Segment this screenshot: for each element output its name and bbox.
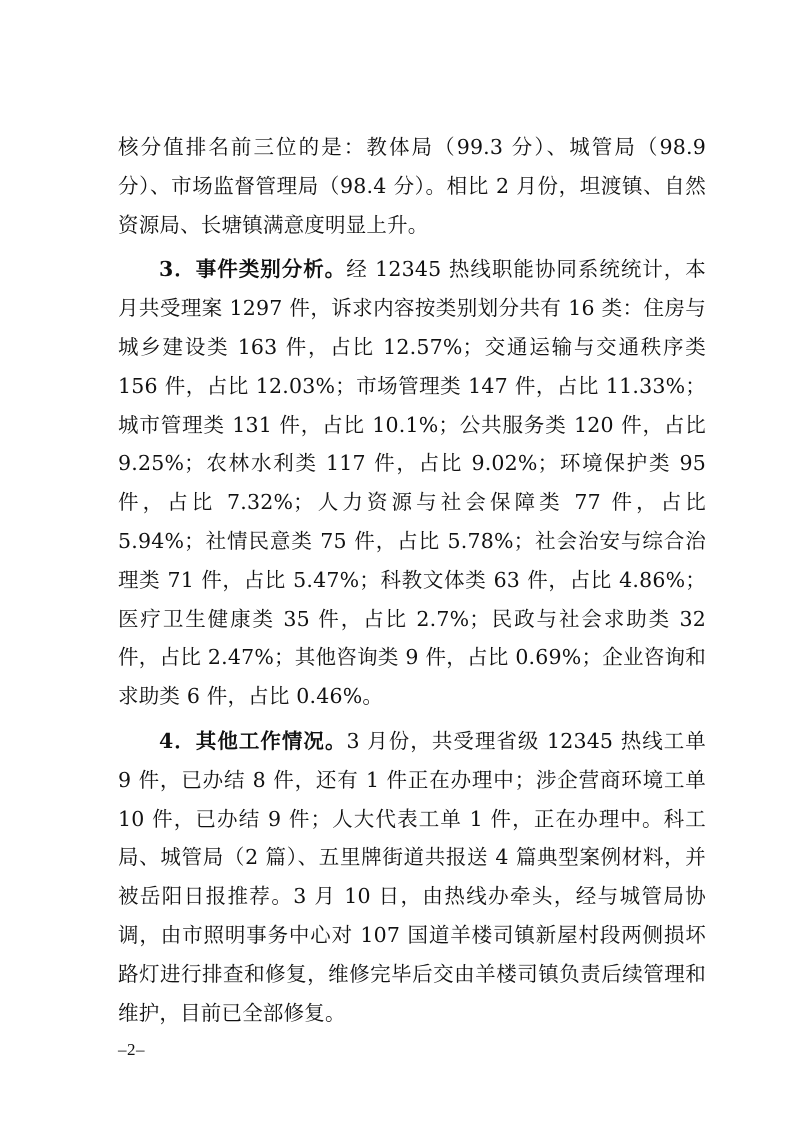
paragraph-text: 经 12345 热线职能协同系统统计，本月共受理案 1297 件，诉求内容按类别划分共有 16 类：住房与城乡建设类 163 件，占比 12.57%；交通运输与交通秩序类 156 件，占比 12.03%；市场管理类 147 件，占比 11.33%；城市管理类 131 件，占比 10.1%；公共服务类 120 件，占比 9.25%；农林水利类 117 件，占比 9.02%；环境保护类 95 件，占比 7.32%；人力资源与社会保障类 77 件，占比 5.94%；社情民意类 75 件，占比 5.78%；社会治安与综合治理类 71 件，占比 5.47%；科教文体类 63 件，占比 4.86%；医疗卫生健康类 35 件，占比 2.7%；民政与社会求助类 32 件，占比 2.47%；其他咨询类 9 件，占比 0.69%；企业咨询和求助类 6 件，占比 0.46%。 bbox=[118, 257, 706, 709]
paragraph-text: 核分值排名前三位的是：教体局（99.3 分）、城管局（98.9 分）、市场监督管理局（98.4 分）。相比 2 月份，坦渡镇、自然资源局、长塘镇满意度明显上升。 bbox=[118, 135, 706, 237]
page-number: –2– bbox=[118, 1040, 145, 1059]
paragraph-ranking-continuation bbox=[118, 128, 706, 244]
paragraph-event-category-analysis bbox=[118, 250, 706, 716]
section-heading-event-category: 3．事件类别分析。 bbox=[159, 257, 347, 282]
paragraph-text: 3 月份，共受理省级 12345 热线工单 9 件，已办结 8 件，还有 1 件正在办理中；涉企营商环境工单 10 件，已办结 9 件；人大代表工单 1 件，正在办理中。科工局、城管局（2 篇）、五里牌街道共报送 4 篇典型案例材料，并被岳阳日报推荐。3 月 10 日，由热线办牵头，经与城管局协调，由市照明事务中心对 107 国道羊楼司镇新屋村段两侧损坏路灯进行排查和修复，维修完毕后交由羊楼司镇负责后续管理和维护，目前已全部修复。 bbox=[118, 728, 706, 1025]
paragraph-other-work bbox=[118, 722, 706, 1032]
document-body bbox=[118, 128, 706, 1032]
section-heading-other-work: 4．其他工作情况。 bbox=[159, 728, 347, 753]
